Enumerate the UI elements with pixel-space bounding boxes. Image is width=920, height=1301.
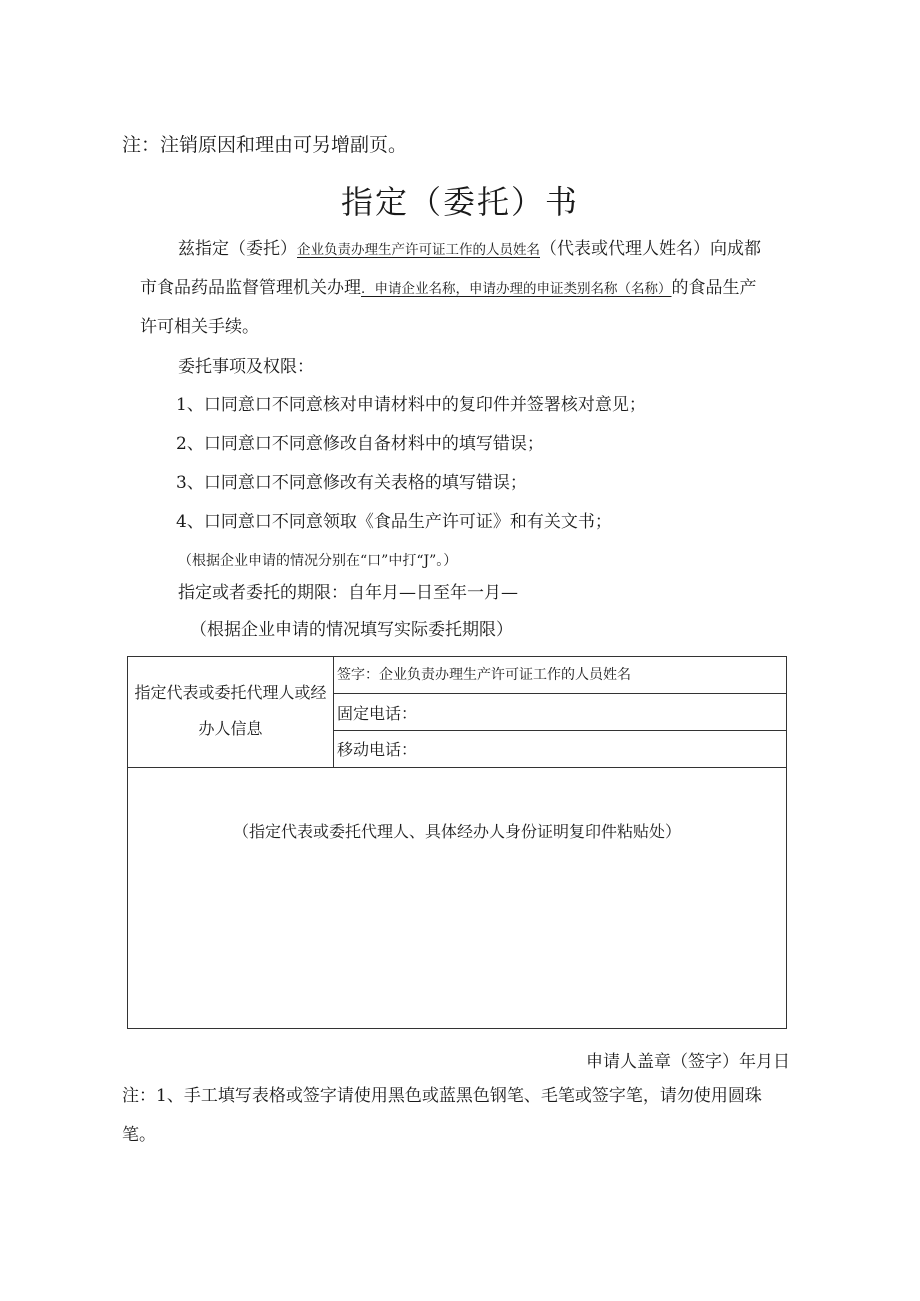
intro-text: 兹指定（委托） — [178, 239, 297, 259]
intro-fill-name: 企业负责办理生产许可证工作的人员姓名 — [297, 242, 540, 258]
scope-title: 委托事项及权限： — [178, 357, 314, 377]
intro-line-1 — [178, 237, 761, 262]
mobile-phone-field[interactable]: 移动电话： — [334, 731, 786, 768]
scope-item: 3、口同意口不同意修改有关表格的填写错误； — [176, 473, 527, 493]
intro-line-2 — [140, 276, 757, 301]
intro-text: 市食品药品监督管理机关办理 — [140, 278, 361, 298]
applicant-signature-date: 申请人盖章（签字）年月日 — [586, 1052, 790, 1072]
signature-field[interactable]: 签字：企业负责办理生产许可证工作的人员姓名 — [334, 657, 786, 694]
top-note: 注：注销原因和理由可另增副页。 — [122, 134, 408, 156]
id-copy-paste-area — [128, 768, 786, 1028]
fixed-phone-field[interactable]: 固定电话： — [334, 694, 786, 731]
agent-info-label — [128, 657, 334, 768]
paste-hint: （指定代表或委托代理人、具体经办人身份证明复印件粘贴处） — [232, 822, 681, 841]
footer-note-line-2: 笔。 — [122, 1125, 156, 1145]
agent-info-label-line: 办人信息 — [198, 719, 263, 738]
intro-text: （代表或代理人姓名）向成都 — [540, 239, 761, 259]
footer-note-line-1: 注：1、手工填写表格或签字请使用黑色或蓝黑色钢笔、毛笔或签字笔，请勿使用圆珠 — [122, 1086, 762, 1106]
intro-line-3: 许可相关手续。 — [140, 317, 259, 337]
document-title: 指定（委托）书 — [340, 183, 579, 221]
period-text: 指定或者委托的期限：自年月—日至年一月— — [178, 583, 518, 603]
period-hint: （根据企业申请的情况填写实际委托期限） — [190, 620, 513, 640]
scope-item: 1、口同意口不同意核对申请材料中的复印件并签署核对意见； — [176, 395, 646, 415]
intro-text: 的食品生产 — [671, 278, 757, 298]
checkbox-hint: （根据企业申请的情况分别在“口”中打“J”。） — [178, 553, 458, 569]
intro-fill-company: ．申请企业名称，申请办理的申证类别名称（名称） — [361, 281, 672, 297]
agent-info-table — [127, 656, 787, 1029]
agent-info-label-line: 指定代表或委托代理人或经 — [134, 683, 327, 702]
scope-item: 2、口同意口不同意修改自备材料中的填写错误； — [176, 434, 544, 454]
scope-item: 4、口同意口不同意领取《食品生产许可证》和有关文书； — [176, 512, 612, 532]
